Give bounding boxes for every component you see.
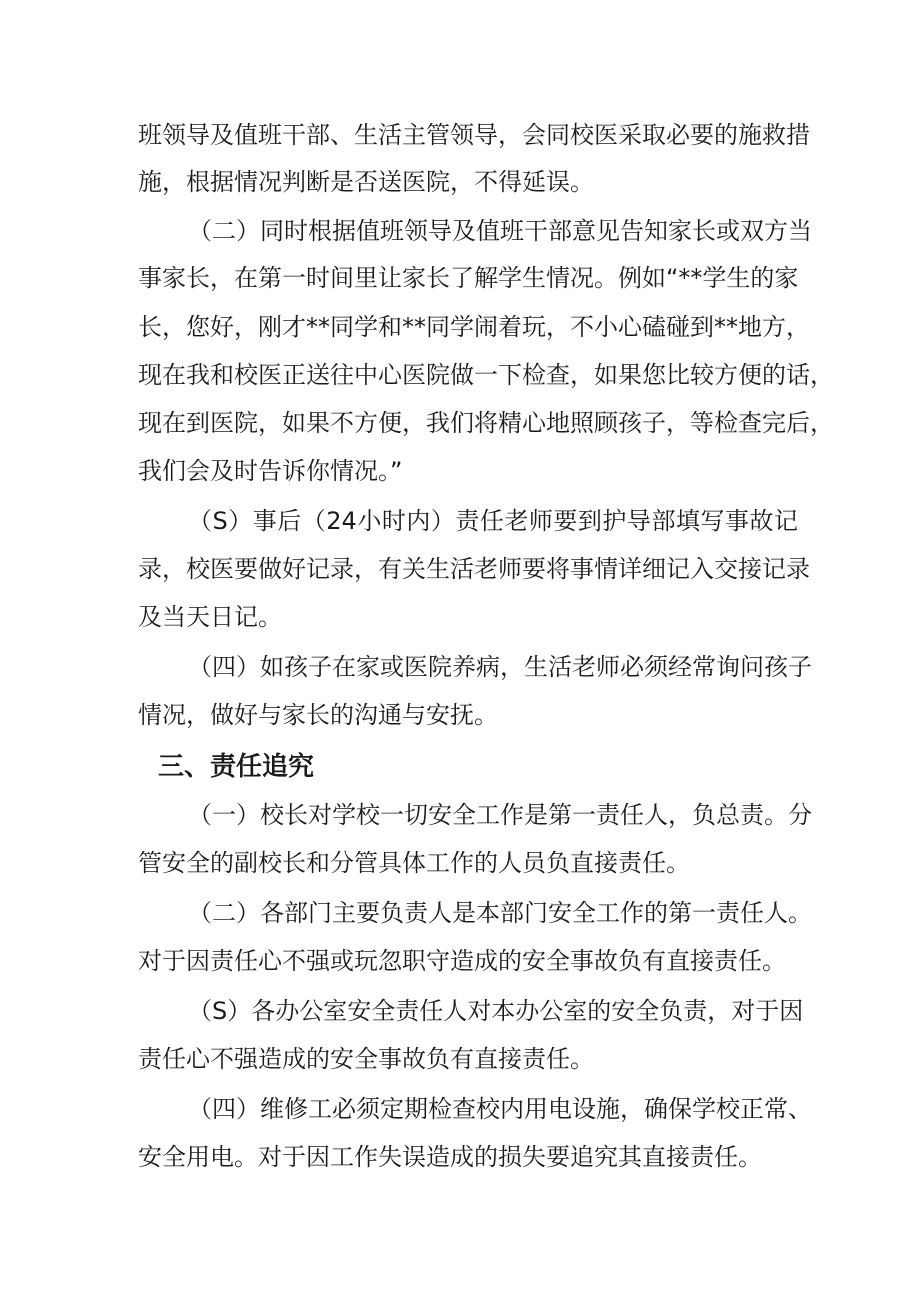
paragraph-line: 对于因责任心不强或玩忽职守造成的安全事故负有直接责任。 <box>138 947 786 975</box>
paragraph-line: 长，您好，刚才**同学和**同学闹着玩，不小心磕碰到**地方， <box>138 313 810 341</box>
paragraph-line: （S）各办公室安全责任人对本办公室的安全负责，对于因 <box>188 997 804 1025</box>
paragraph-line: （二）各部门主要负责人是本部门安全工作的第一责任人。 <box>188 899 812 927</box>
paragraph-line: （四）维修工必须定期检查校内用电设施，确保学校正常、 <box>188 1095 812 1123</box>
paragraph-line: 及当天日记。 <box>138 603 282 631</box>
paragraph-line: 录，校医要做好记录，有关生活老师要将事情详细记入交接记录 <box>138 555 810 583</box>
paragraph-line: 现在到医院，如果不方便，我们将精心地照顾孩子，等检查完后， <box>138 409 834 437</box>
paragraph-line: 安全用电。对于因工作失误造成的损失要追究其直接责任。 <box>138 1143 762 1171</box>
paragraph-line: （四）如孩子在家或医院养病，生活老师必须经常询问孩子 <box>188 653 812 681</box>
paragraph-line: 事家长，在第一时间里让家长了解学生情况。例如“**学生的家 <box>138 264 799 292</box>
paragraph-line: 班领导及值班干部、生活主管领导，会同校医采取必要的施救措 <box>138 121 810 149</box>
paragraph-line: 施，根据情况判断是否送医院，不得延误。 <box>138 168 594 196</box>
paragraph-line: 现在我和校医正送往中心医院做一下检查，如果您比较方便的话， <box>138 361 834 389</box>
paragraph-line: 情况，做好与家长的沟通与安抚。 <box>138 701 498 729</box>
paragraph-line: 我们会及时告诉你情况。” <box>138 457 403 485</box>
paragraph-line: 责任心不强造成的安全事故负有直接责任。 <box>138 1045 594 1073</box>
paragraph-line: 管安全的副校长和分管具体工作的人员负直接责任。 <box>138 849 690 877</box>
section-heading: 三、责任追究 <box>158 752 315 782</box>
paragraph-line: （S）事后（24小时内）责任老师要到护导部填写事故记 <box>188 507 798 535</box>
paragraph-line: （一）校长对学校一切安全工作是第一责任人，负总责。分 <box>188 801 812 829</box>
paragraph-line: （二）同时根据值班领导及值班干部意见告知家长或双方当 <box>188 217 812 245</box>
